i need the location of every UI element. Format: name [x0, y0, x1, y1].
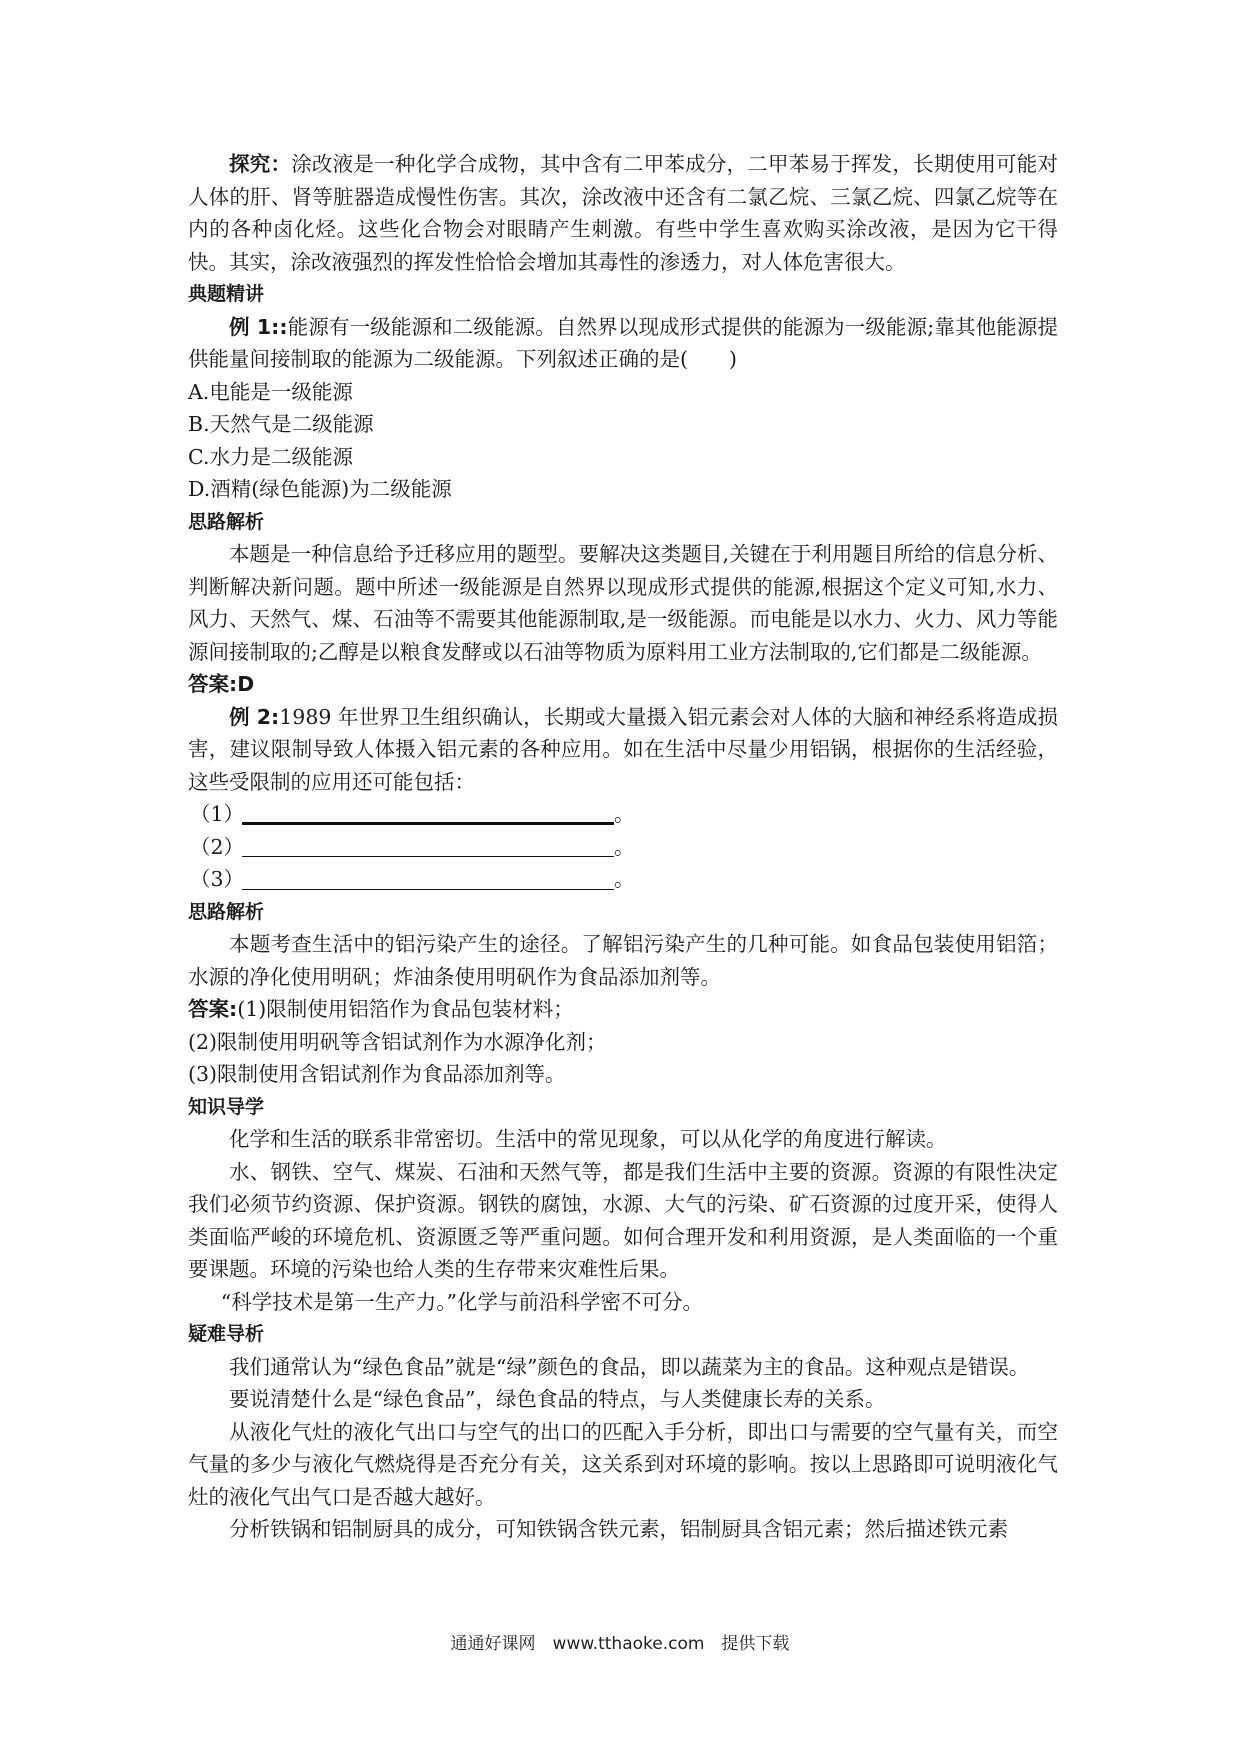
analysis2-text: 本题考查生活中的铝污染产生的途径。了解铝污染产生的几种可能。如食品包装使用铝箔；水源的净化使用明矾；炸油条使用明矾作为食品添加剂等。 — [188, 932, 1058, 989]
difficulty-paragraph-4: 分析铁锅和铝制厨具的成分，可知铁锅含铁元素，铝制厨具含铝元素；然后描述铁元素 — [229, 1517, 1008, 1541]
document-body — [188, 148, 1058, 1546]
example1-option-b: B.天然气是二级能源 — [188, 412, 374, 436]
intro-paragraph — [188, 148, 1058, 278]
page-footer: 通通好课网 www.tthaoke.com 提供下载 — [450, 1634, 790, 1654]
example2-blank-2 — [188, 831, 1058, 864]
blank-number-2: （2） — [190, 834, 245, 859]
blank-number-1: （1） — [190, 802, 245, 826]
blank-number-3: （3） — [190, 867, 245, 891]
difficulty-paragraph-1: 我们通常认为“绿色食品”就是“绿”颜色的食品，即以蔬菜为主的食品。这种观点是错误。 — [229, 1354, 1030, 1379]
answer1-label: 答案: — [188, 672, 238, 696]
answer2-item-3: (3)限制使用含铝试剂作为食品添加剂等。 — [188, 1062, 566, 1086]
intro-label: 探究： — [229, 152, 292, 176]
intro-text: 涂改液是一种化学合成物，其中含有二甲苯成分，二甲苯易于挥发，长期使用可能对人体的肝、肾等脏器造成慢性伤害。其次，涂改液中还含有二氯乙烷、三氯乙烷、四氯乙烷等在内的各种卤化烃。这些化合物会对眼睛产生刺激。有些中学生喜欢购买涂改液，是因为它干得快。其实，涂改液强烈的挥发性恰恰会增加其毒性的渗透力，对人体危害很大。 — [188, 152, 1059, 274]
knowledge-paragraph-1: 化学和生活的联系非常密切。生活中的常见现象，可以从化学的角度进行解读。 — [229, 1127, 947, 1151]
blank-period-1: 。 — [614, 802, 635, 826]
analysis1-text: 本题是一种信息给予迁移应用的题型。要解决这类题目,关键在于利用题目所给的信息分析、判断解决新问题。题中所述一级能源是自然界以现成形式提供的能源,根据这个定义可知,水力、风力、天然气、煤、石油等不需要其他能源制取,是一级能源。而电能是以水力、火力、风力等能源间接制取的;乙醇是以粮食发酵或以石油等物质为原料用工业方法制取的,它们都是二级能源。 — [188, 542, 1058, 664]
answer1-value: D — [237, 672, 255, 696]
example1-question — [188, 311, 1058, 376]
answer2-label: 答案: — [188, 997, 238, 1021]
analysis2-heading: 思路解析 — [188, 900, 265, 923]
answer1 — [188, 668, 1058, 701]
example2-text: 1989 年世界卫生组织确认，长期或大量摄入铝元素会对人体的大脑和神经系将造成损害，建议限制导致人体摄入铝元素的各种应用。如在生活中尽量少用铝锅，根据你的生活经验，这些受限制的应用还可能包括： — [188, 704, 1058, 794]
example1-label: 例 1:: — [229, 314, 288, 339]
blank-underline-3[interactable] — [242, 867, 614, 890]
blank-underline-2[interactable] — [242, 834, 614, 857]
answer2-item-1: (1)限制使用铝箔作为食品包装材料； — [237, 997, 574, 1021]
example1-option-d: D.酒精(绿色能源)为二级能源 — [188, 477, 452, 501]
example1-text: 能源有一级能源和二级能源。自然界以现成形式提供的能源为一级能源;靠其他能源提供能量间接制取的能源为二级能源。下列叙述正确的是( ) — [188, 314, 1058, 371]
analysis1-heading: 思路解析 — [188, 510, 265, 533]
example2-blank-1 — [188, 798, 1058, 831]
section-heading-typical: 典题精讲 — [188, 283, 265, 305]
knowledge-quote: “科学技术是第一生产力。”化学与前沿科学密不可分。 — [220, 1289, 704, 1314]
knowledge-heading: 知识导学 — [188, 1095, 265, 1118]
answer2-item-2: (2)限制使用明矾等含铝试剂作为水源净化剂； — [188, 1029, 607, 1054]
difficulty-paragraph-2: 要说清楚什么是“绿色食品”，绿色食品的特点，与人类健康长寿的关系。 — [229, 1387, 886, 1411]
example1-option-a: A.电能是一级能源 — [188, 379, 353, 404]
blank-period-3: 。 — [614, 867, 635, 891]
blank-period-2: 。 — [614, 834, 635, 859]
difficulty-heading: 疑难导析 — [188, 1323, 265, 1345]
example2-blank-3 — [188, 863, 1058, 896]
answer2-line-1 — [188, 993, 1058, 1026]
knowledge-paragraph-2: 水、钢铁、空气、煤炭、石油和天然气等，都是我们生活中主要的资源。资源的有限性决定我们必须节约资源、保护资源。钢铁的腐蚀，水源、大气的污染、矿石资源的过度开采，使得人类面临严峻的环境危机、资源匮乏等严重问题。如何合理开发和利用资源，是人类面临的一个重要课题。环境的污染也给人类的生存带来灾难性后果。 — [188, 1159, 1058, 1281]
example1-option-c: C.水力是二级能源 — [188, 444, 353, 469]
difficulty-paragraph-3: 从液化气灶的液化气出口与空气的出口的匹配入手分析，即出口与需要的空气量有关，而空气量的多少与液化气燃烧得是否充分有关，这关系到对环境的影响。按以上思路即可说明液化气灶的液化气出气口是否越大越好。 — [188, 1419, 1058, 1509]
example2-label: 例 2: — [229, 704, 280, 729]
example2-question — [188, 701, 1058, 799]
blank-underline-1[interactable] — [242, 800, 614, 825]
